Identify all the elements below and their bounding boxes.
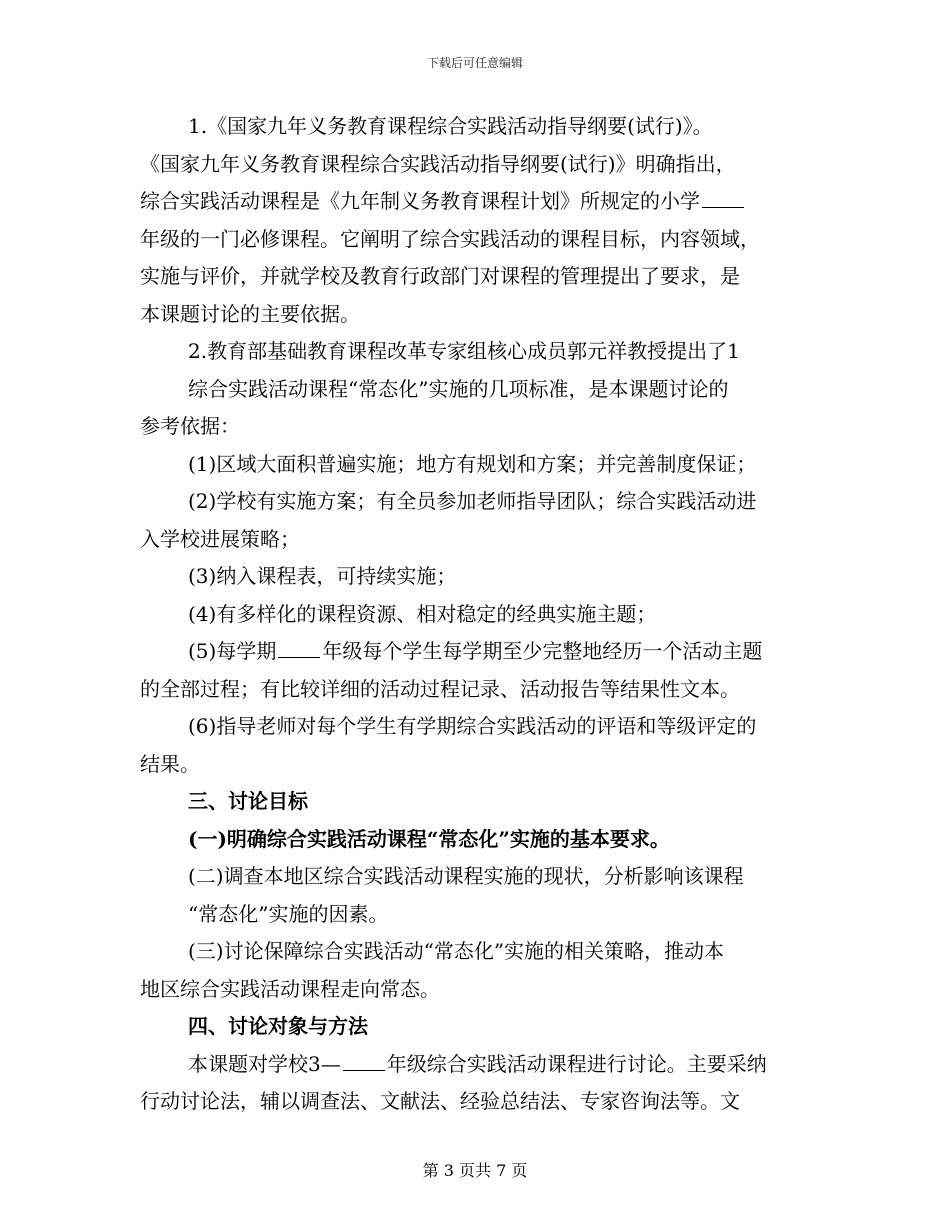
- text-line: [140, 371, 805, 409]
- text-line: [140, 1083, 805, 1121]
- line-text: 三、讨论目标: [188, 789, 308, 813]
- line-text: (二)调查本地区综合实践活动课程实施的现状，分析影响该课程: [188, 864, 744, 888]
- text-line: [140, 258, 805, 296]
- page-header: 下载后可任意编辑: [426, 56, 523, 70]
- text-line: [140, 708, 805, 746]
- line-text: (三)讨论保障综合实践活动“常态化”实施的相关策略，推动本: [188, 939, 725, 963]
- text-line: [140, 333, 805, 371]
- text-line: [140, 521, 805, 559]
- line-text: 本课题讨论的主要依据。: [140, 301, 360, 326]
- line-text-rest: 年级每个学生每学期至少完整地经历一个活动主题: [322, 639, 763, 663]
- text-line: [140, 1008, 805, 1046]
- line-text: (1)区域大面积普遍实施；地方有规划和方案；并完善制度保证；: [188, 451, 757, 476]
- text-line: [140, 146, 805, 184]
- line-text: 参考依据：: [140, 414, 240, 438]
- document-body: [140, 108, 805, 1121]
- text-line: [140, 1046, 805, 1084]
- fill-in-blank: [702, 187, 744, 208]
- text-line: [140, 596, 805, 634]
- line-text: 综合实践活动课程是《九年制义务教育课程计划》所规定的小学: [140, 189, 700, 213]
- text-line: [140, 671, 805, 709]
- line-text: (3)纳入课程表，可持续实施；: [188, 564, 457, 588]
- text-line: [140, 296, 805, 334]
- line-text: 实施与评价，并就学校及教育行政部门对课程的管理提出了要求，是: [140, 264, 740, 288]
- line-text: (一)明确综合实践活动课程“常态化”实施的基本要求。: [188, 826, 670, 851]
- text-line: [140, 746, 805, 784]
- text-line: [140, 821, 805, 859]
- line-text: (2)学校有实施方案；有全员参加老师指导团队；综合实践活动进: [188, 489, 757, 513]
- text-line: [140, 933, 805, 971]
- line-text: 地区综合实践活动课程走向常态。: [140, 976, 440, 1001]
- text-line: [140, 971, 805, 1009]
- line-text: (4)有多样化的课程资源、相对稳定的经典实施主题；: [188, 601, 657, 626]
- line-text: 的全部过程；有比较详细的活动过程记录、活动报告等结果性文本。: [140, 676, 740, 701]
- line-text: 本课题对学校3—: [188, 1051, 341, 1076]
- text-line: [140, 558, 805, 596]
- line-text: (6)指导老师对每个学生有学期综合实践活动的评语和等级评定的: [188, 714, 757, 738]
- line-text: 1.《国家九年义务教育课程综合实践活动指导纲要(试行)》。: [188, 114, 713, 138]
- fill-in-blank: [278, 637, 320, 658]
- line-text: 行动讨论法，辅以调查法、文献法、经验总结法、专家咨询法等。文: [140, 1089, 740, 1113]
- text-line: [140, 896, 805, 934]
- text-line: [140, 483, 805, 521]
- fill-in-blank: [343, 1050, 385, 1071]
- text-line: [140, 446, 805, 484]
- line-text: (5)每学期: [188, 639, 277, 663]
- text-line: [140, 183, 805, 221]
- page-footer: 第 3 页共 7 页: [422, 1161, 528, 1180]
- line-text: 综合实践活动课程“常态化”实施的几项标准，是本课题讨论的: [188, 376, 729, 401]
- line-text-rest: 年级综合实践活动课程进行讨论。主要采纳: [386, 1051, 767, 1076]
- text-line: [140, 408, 805, 446]
- line-text: 2.教育部基础教育课程改革专家组核心成员郭元祥教授提出了1: [188, 339, 740, 363]
- line-text: 《国家九年义务教育课程综合实践活动指导纲要(试行)》明确指出，: [140, 151, 736, 176]
- text-line: [140, 221, 805, 259]
- text-line: [140, 108, 805, 146]
- line-text: 结果。: [140, 751, 200, 776]
- line-text: 入学校进展策略；: [140, 526, 300, 551]
- line-text: “常态化”实施的因素。: [188, 901, 389, 926]
- text-line: [140, 858, 805, 896]
- line-text: 四、讨论对象与方法: [188, 1014, 368, 1038]
- text-line: [140, 783, 805, 821]
- text-line: [140, 633, 805, 671]
- line-text: 年级的一门必修课程。它阐明了综合实践活动的课程目标，内容领域，: [140, 226, 760, 251]
